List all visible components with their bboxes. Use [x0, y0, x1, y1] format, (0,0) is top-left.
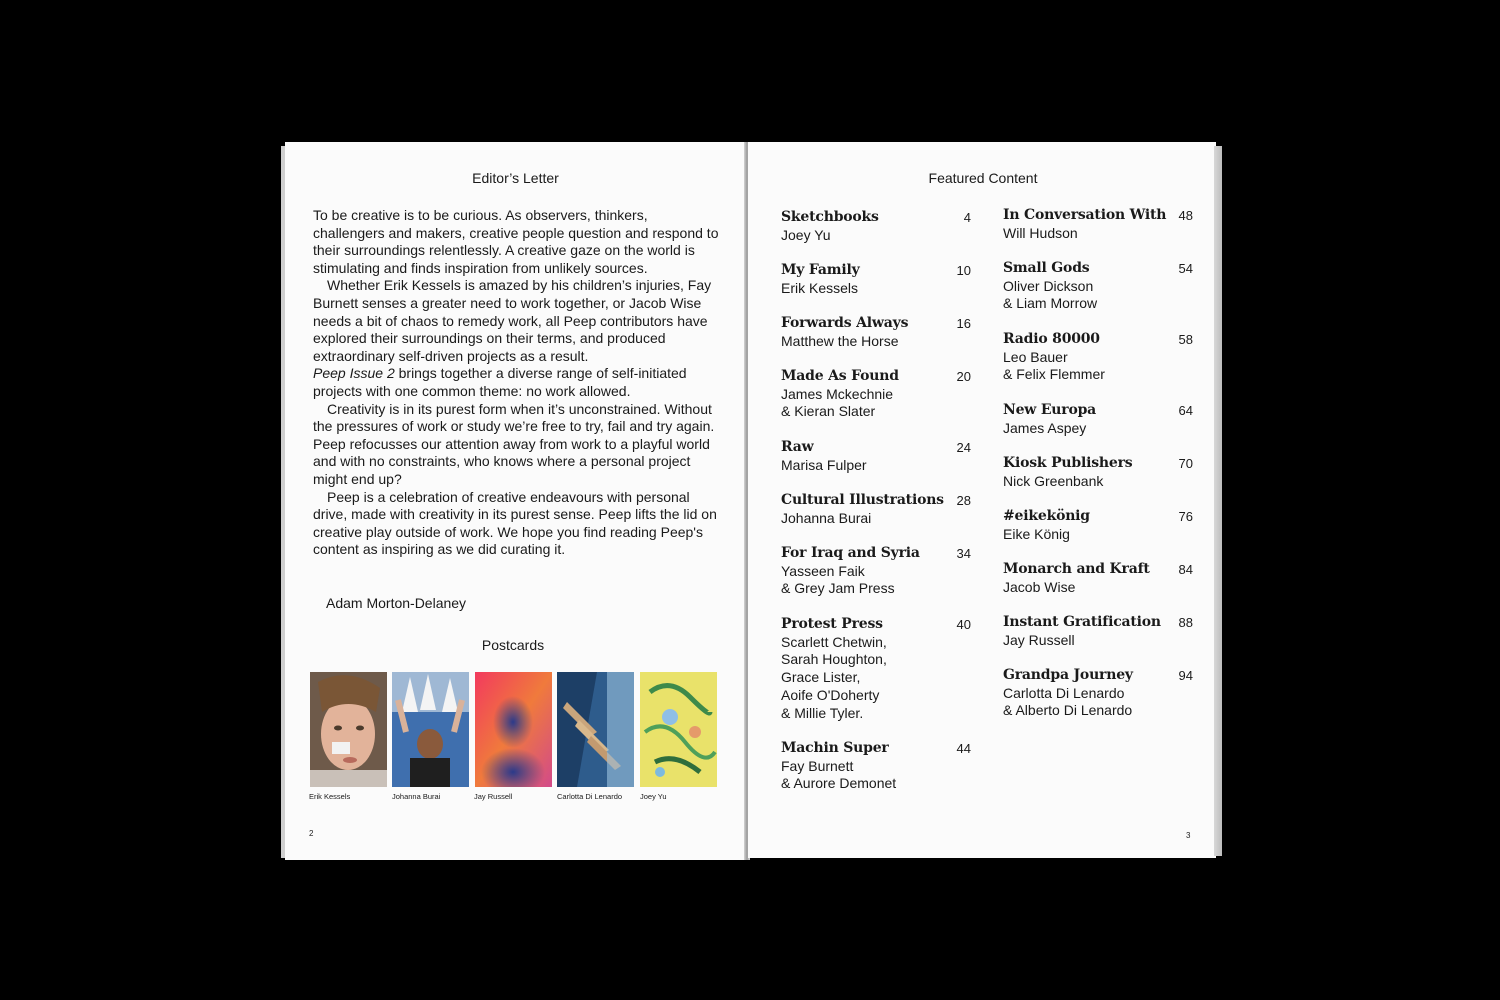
toc-entry-title: Forwards Always: [781, 315, 909, 331]
toc-entry: [1003, 614, 1193, 649]
toc-entry-contributor: Jay Russell: [1003, 631, 1075, 648]
toc-entry-page-number: 28: [956, 493, 971, 508]
postcard-caption-3: Jay Russell: [474, 792, 513, 801]
toc-entry-contributor: Nick Greenbank: [1003, 472, 1104, 489]
toc-entry-page-number: 24: [956, 440, 971, 455]
page-number-left: 2: [309, 829, 314, 838]
toc-entry-contributor: Marisa Fulper: [781, 456, 867, 473]
toc-entry-contributor: & Aurore Demonet: [781, 775, 897, 792]
toc-entry-contributor: Will Hudson: [1003, 224, 1078, 241]
toc-entry-contributor: Leo Bauer: [1003, 348, 1068, 365]
toc-entry-page-number: 20: [956, 369, 971, 384]
right-page-edge: [1214, 146, 1222, 856]
toc-entry: [1003, 667, 1193, 720]
toc-entry-contributor: Johanna Burai: [781, 509, 872, 526]
toc-entry-page-number: 16: [956, 316, 971, 331]
toc-entry-title: Raw: [781, 439, 814, 455]
toc-entry-contributor: & Millie Tyler.: [781, 704, 864, 721]
toc-entry-page-number: 44: [956, 741, 971, 756]
toc-entry-title: Small Gods: [1003, 260, 1090, 276]
letter-paragraph-2-tail: brings together a diverse range of self-initiated projects with one common theme: no work allowed.: [313, 365, 687, 399]
issue-title: Peep Issue 2: [313, 365, 395, 382]
toc-entry-title: Sketchbooks: [781, 209, 879, 225]
toc-entry-contributor: Scarlett Chetwin,: [781, 633, 887, 650]
postcard-jay-russell: [475, 672, 552, 787]
toc-entry-page-number: 34: [956, 546, 971, 561]
toc-entry: [781, 545, 971, 598]
toc-entry-title: Instant Gratification: [1003, 614, 1161, 630]
postcards-heading: Postcards: [481, 637, 545, 653]
page-number-right: 3: [1186, 831, 1191, 840]
toc-entry-contributor: & Kieran Slater: [781, 403, 876, 420]
toc-entry-contributor: Matthew the Horse: [781, 332, 899, 349]
toc-entry-page-number: 48: [1178, 208, 1193, 223]
toc-entry: [781, 616, 971, 722]
postcard-johanna-burai: [392, 672, 469, 787]
toc-entry: [1003, 561, 1193, 596]
toc-entry-contributor: Joey Yu: [781, 226, 831, 243]
toc-entry-contributor: Jacob Wise: [1003, 578, 1076, 595]
letter-paragraph-4: Peep is a celebration of creative endeavours with personal drive, made with creativity in its purest sense. Peep lifts the lid on creative play outside of work. We hope you find reading Peep's content as inspiring as we did curating it.: [313, 488, 717, 558]
toc-entry-title: Grandpa Journey: [1003, 667, 1133, 683]
toc-entry-contributor: Grace Lister,: [781, 669, 861, 686]
toc-entry-contributor: James Mckechnie: [781, 385, 894, 402]
postcard-erik-kessels: [310, 672, 387, 787]
toc-entry-page-number: 10: [956, 263, 971, 278]
toc-entry-contributor: Aoife O'Doherty: [781, 686, 880, 703]
toc-entry-contributor: & Grey Jam Press: [781, 580, 895, 597]
toc-entry: [781, 315, 971, 350]
postcard-caption-4: Carlotta Di Lenardo: [557, 792, 623, 801]
left-page: [285, 142, 746, 860]
toc-entry: [1003, 402, 1193, 437]
toc-entry-page-number: 40: [956, 617, 971, 632]
toc-entry-title: Monarch and Kraft: [1003, 561, 1150, 577]
toc-entry-contributor: Carlotta Di Lenardo: [1003, 684, 1125, 701]
right-page: [748, 142, 1216, 858]
letter-paragraph-2: [313, 277, 719, 400]
toc-entry-page-number: 84: [1178, 562, 1193, 577]
toc-entry: [1003, 331, 1193, 384]
toc-entry-page-number: 54: [1178, 261, 1193, 276]
featured-content-heading: Featured Content: [928, 170, 1038, 186]
toc-entry: [781, 209, 971, 244]
postcard-caption-1: Erik Kessels: [309, 792, 351, 801]
toc-entry-page-number: 58: [1178, 332, 1193, 347]
letter-paragraph-3: Creativity is in its purest form when it’s unconstrained. Without the pressures of work or study we’re free to try, fail and try again. Peep refocusses our attention away from work to a playful world and with no constraints, who knows where a personal project might end up?: [313, 400, 715, 487]
editors-letter-heading: Editor’s Letter: [472, 170, 559, 186]
toc-entry-page-number: 70: [1178, 456, 1193, 471]
toc-entry-title: Made As Found: [781, 368, 899, 384]
toc-entry-title: Radio 80000: [1003, 331, 1100, 347]
toc-entry-title: For Iraq and Syria: [781, 545, 920, 561]
toc-entry: [781, 740, 971, 793]
toc-entry-contributor: & Liam Morrow: [1003, 295, 1098, 312]
toc-entry-title: My Family: [781, 262, 860, 278]
toc-entry: [781, 262, 971, 297]
toc-entry: [1003, 207, 1193, 242]
editor-signature: Adam Morton-Delaney: [326, 595, 467, 611]
toc-entry: [781, 368, 971, 421]
toc-entry: [781, 439, 971, 474]
toc-entry-contributor: Sarah Houghton,: [781, 651, 887, 668]
toc-entry-title: Kiosk Publishers: [1003, 455, 1133, 471]
editors-letter-body: [313, 207, 719, 559]
toc-entry-contributor: & Felix Flemmer: [1003, 366, 1105, 383]
toc-entry-contributor: Erik Kessels: [781, 279, 859, 296]
letter-paragraph-2-text: Whether Erik Kessels is amazed by his children’s injuries, Fay Burnett senses a greater need to work together, or Jacob Wise needs a bit of chaos to remedy work, all Peep contributors have explored their surroundings on their terms, and produced extraordinary self-driven projects as a result.: [313, 277, 712, 364]
toc-entry: [1003, 508, 1193, 543]
toc-entry-page-number: 76: [1178, 509, 1193, 524]
letter-paragraph-1: To be creative is to be curious. As observers, thinkers, challengers and makers, creative people question and respond to their surroundings relentlessly. A creative gaze on the world is stimulating and finds inspiration from unlikely sources.: [313, 207, 719, 276]
toc-entry-page-number: 94: [1178, 668, 1193, 683]
toc-entry: [1003, 455, 1193, 490]
toc-entry-page-number: 88: [1178, 615, 1193, 630]
toc-entry: [1003, 260, 1193, 313]
toc-entry-title: In Conversation With: [1003, 207, 1167, 223]
postcard-joey-yu: [640, 672, 717, 787]
toc-entry-title: Machin Super: [781, 740, 889, 756]
toc-entry-contributor: Eike König: [1003, 525, 1070, 542]
postcard-caption-2: Johanna Burai: [392, 792, 441, 801]
toc-entry-contributor: Oliver Dickson: [1003, 277, 1094, 294]
toc-entry: [781, 492, 971, 527]
toc-entry-contributor: Fay Burnett: [781, 757, 854, 774]
toc-entry-contributor: & Alberto Di Lenardo: [1003, 702, 1133, 719]
toc-entry-title: New Europa: [1003, 402, 1097, 418]
postcard-caption-5: Joey Yu: [640, 792, 667, 801]
toc-entry-page-number: 4: [963, 210, 971, 225]
postcard-carlotta-di-lenardo: [557, 672, 634, 787]
toc-entry-contributor: Yasseen Faik: [781, 562, 865, 579]
toc-entry-contributor: James Aspey: [1003, 419, 1087, 436]
toc-entry-title: Cultural Illustrations: [781, 492, 944, 508]
toc-entry-page-number: 64: [1178, 403, 1193, 418]
toc-entry-title: Protest Press: [781, 616, 883, 632]
toc-entry-title: #eikekönig: [1003, 508, 1090, 524]
